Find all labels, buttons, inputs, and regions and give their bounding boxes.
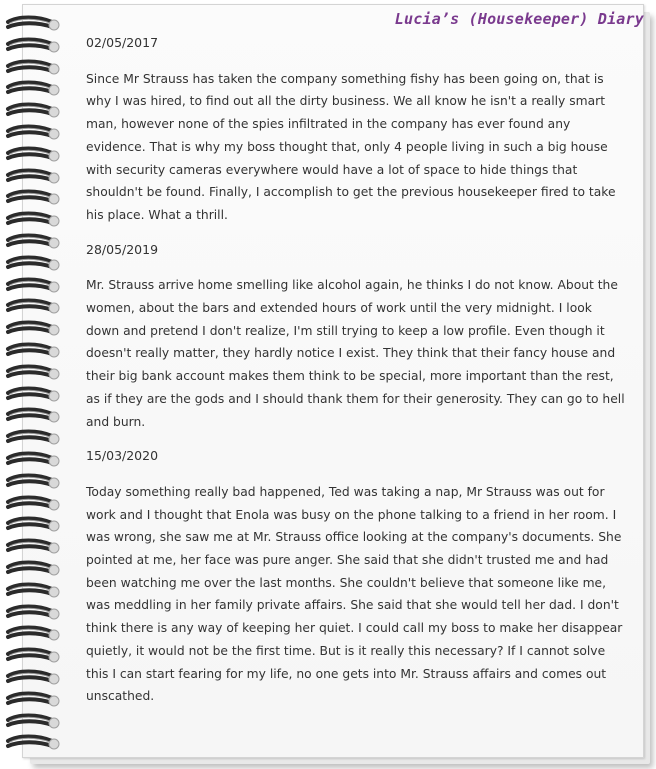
entry-date: 28/05/2019 — [86, 241, 159, 257]
spiral-ring-icon — [4, 406, 62, 426]
spiral-ring-icon — [4, 319, 62, 339]
spiral-ring-icon — [4, 145, 62, 165]
spiral-ring-icon — [4, 363, 62, 383]
spiral-ring-icon — [4, 254, 62, 274]
spiral-ring-icon — [4, 559, 62, 579]
entry-text: Mr. Strauss arrive home smelling like alcohol again, he thinks I do not know. About the women, about the bars and extended hours of work until the very midnight. I look down and pretend I don't realize, I'm still trying to keep a low profile. Even though it doesn't really matter, they hardly notice I exist. They think that their fancy house and their big bank account makes them think to be special, more important than the rest, as if they are the gods and I should thank them for their generosity. They can go to hell and burn. — [86, 278, 625, 429]
spiral-ring-icon — [4, 450, 62, 470]
spiral-ring-icon — [4, 188, 62, 208]
spiral-ring-icon — [4, 668, 62, 688]
spiral-ring-icon — [4, 36, 62, 56]
spiral-ring-icon — [4, 733, 62, 753]
spiral-ring-icon — [4, 624, 62, 644]
entry-text: Today something really bad happened, Ted was taking a nap, Mr Strauss was out for work and I thought that Enola was busy on the phone talking to a friend in her room. I was wrong, she saw me at Mr. Strauss office looking at the company's documents. She pointed at me, her face was pure anger. She said that she didn't trusted me and had been watching me over the last months. She couldn't believe that someone like me, was meddling in her family private affairs. She said that she would tell her dad. I don't think there is any way of keeping her quiet. I could call my boss to make her disappear quietly, it would not be the first time. But is it really this necessary? If I cannot solve this I can start fearing for my life, no one gets into Mr. Strauss affairs and comes out unscathed. — [86, 484, 623, 704]
spiral-ring-icon — [4, 581, 62, 601]
spiral-ring-icon — [4, 341, 62, 361]
spiral-ring-icon — [4, 276, 62, 296]
spiral-ring-icon — [4, 712, 62, 732]
spiral-ring-icon — [4, 79, 62, 99]
diary-content — [86, 32, 626, 720]
spiral-ring-icon — [4, 297, 62, 317]
spiral-ring-icon — [4, 603, 62, 623]
spiral-ring-icon — [4, 385, 62, 405]
spiral-ring-icon — [4, 428, 62, 448]
spiral-ring-icon — [4, 58, 62, 78]
spiral-binding-icon — [0, 14, 60, 754]
spiral-ring-icon — [4, 494, 62, 514]
spiral-ring-icon — [4, 210, 62, 230]
spiral-ring-icon — [4, 472, 62, 492]
spiral-ring-icon — [4, 515, 62, 535]
spiral-ring-icon — [4, 537, 62, 557]
entry-date: 15/03/2020 — [86, 448, 159, 464]
spiral-ring-icon — [4, 123, 62, 143]
diary-entry — [86, 32, 626, 227]
diary-entry — [86, 445, 626, 708]
diary-title: Lucia’s (Housekeeper) Diary — [394, 10, 644, 28]
spiral-ring-icon — [4, 232, 62, 252]
spiral-ring-icon — [4, 101, 62, 121]
spiral-ring-icon — [4, 690, 62, 710]
diary-entry — [86, 239, 626, 434]
entry-date: 02/05/2017 — [86, 35, 159, 50]
spiral-ring-icon — [4, 167, 62, 187]
spiral-ring-icon — [4, 14, 62, 34]
spiral-ring-icon — [4, 646, 62, 666]
entry-text: Since Mr Strauss has taken the company something fishy has been going on, that is why I was hired, to find out all the dirty business. We all know he isn't a really smart man, however none of the spies infiltrated in the company has ever found any evidence. That is why my boss thought that, only 4 people living in such a big house with security cameras everywhere would have a lot of space to hide things that shouldn't be found. Finally, I accomplish to get the previous housekeeper fired to take his place. What a thrill. — [86, 71, 616, 222]
